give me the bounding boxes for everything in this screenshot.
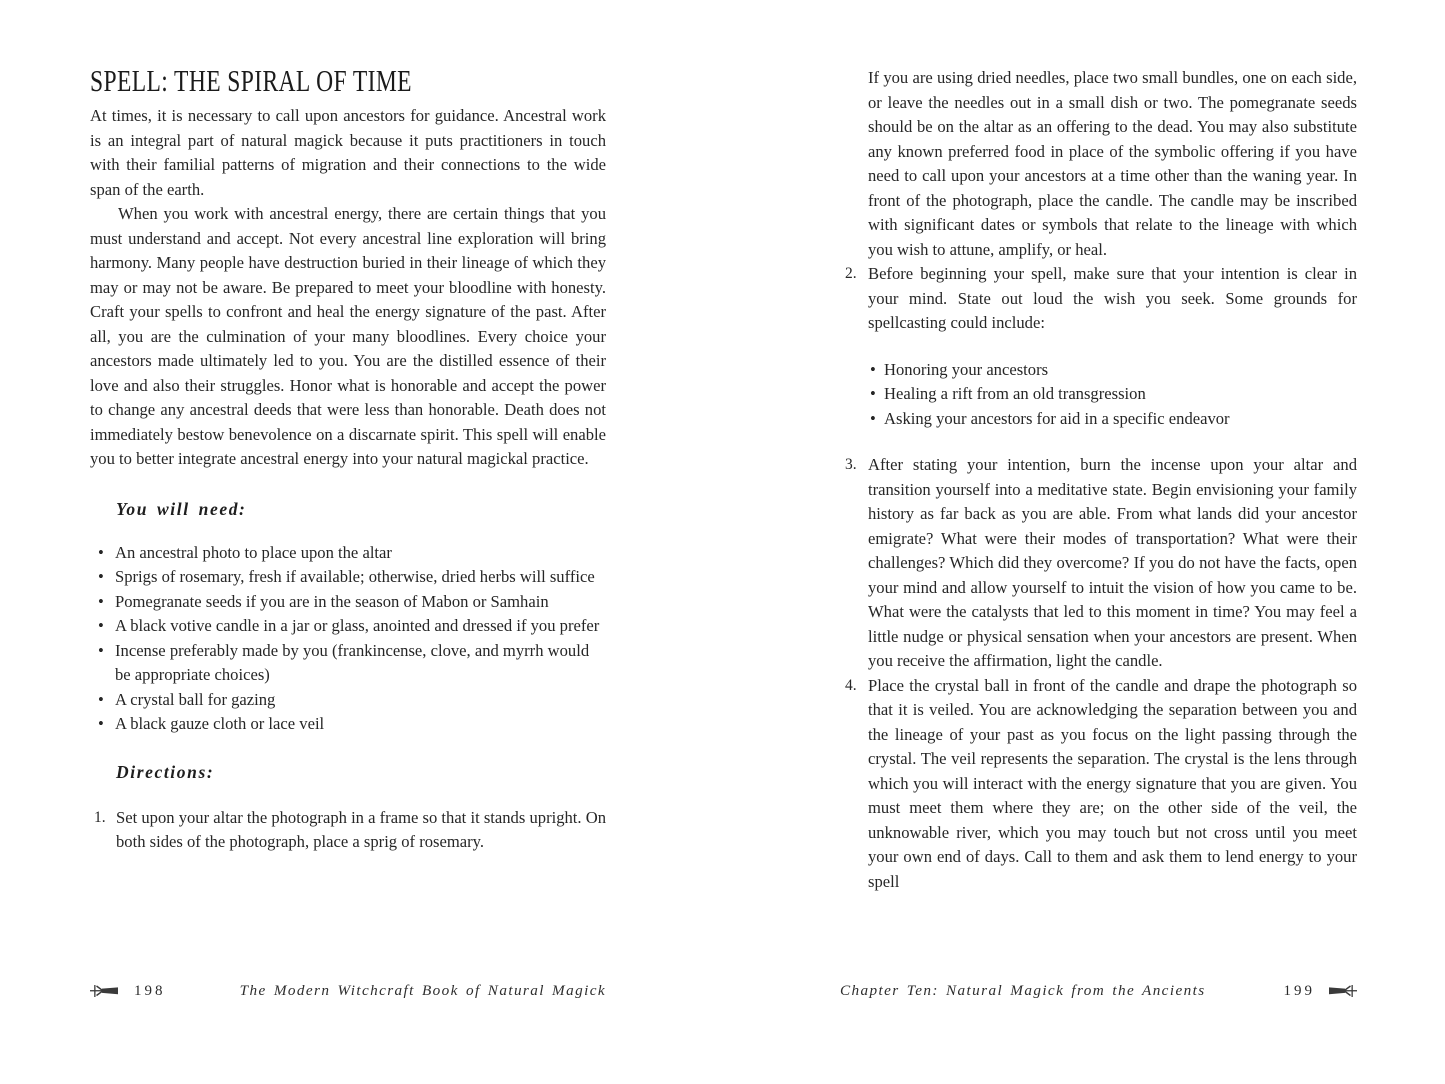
list-item (90, 712, 606, 737)
direction-step-4 (840, 674, 1357, 895)
bullet-glyph: • (98, 567, 104, 586)
bullet-glyph: • (98, 714, 104, 733)
step-number: 2. (845, 265, 857, 282)
supply-text: A black gauze cloth or lace veil (115, 714, 325, 733)
directions-heading: Directions: (116, 761, 215, 782)
bullet-glyph: • (98, 591, 104, 611)
supply-text: A crystal ball for gazing (115, 689, 276, 709)
step-text: Place the crystal ball in front of the candle and drape the photograph so that it is veiled. You are acknowledging the separation between you and the lineage of your past as you focus on the light passing through the crystal. The veil represents the separation. The crystal is the lens through which you will interact with the energy signature that you are given. You must meet them where they are; on the other side of the veil, the unknowable river, which you may touch but not cross until you meet your own end of days. Call to them and ask them to lend energy to your spell (868, 675, 1357, 891)
list-item (90, 614, 606, 639)
page-number: 198 (134, 982, 166, 999)
ground-text: Healing a rift from an old transgression (884, 384, 1146, 403)
supply-text: Sprigs of rosemary, fresh if available; otherwise, dried herbs will suffice (115, 567, 595, 586)
bullet-glyph: • (870, 384, 876, 403)
left-page (90, 64, 606, 855)
list-item (90, 639, 606, 688)
step-number: 1. (94, 808, 106, 826)
page-ornament-arrow-right-icon (90, 984, 118, 998)
supply-text: A black votive candle in a jar or glass, anointed and dressed if you prefer (115, 616, 600, 635)
bullet-glyph: • (98, 542, 104, 562)
chapter-running-title: Chapter Ten: Natural Magick from the Ancients (840, 982, 1206, 999)
step-text: After stating your intention, burn the incense upon your altar and transition yourself into a meditative state. Begin envisioning your family history as far back as you are able. From what lands did your ancestor emigrate? What were their modes of transportation? What were their challenges? Which did they overcome? If you do not have the facts, open your mind and allow yourself to intuit the vision of how you came to be. What were the catalysts that led to this moment in time? You may feel a little nudge or physical sensation when your ancestors are present. When you receive the affirmation, light the candle. (868, 455, 1357, 670)
step-text: Before beginning your spell, make sure that your intention is clear in your mind. State out loud the wish you seek. Some grounds for spellcasting could include: (868, 264, 1357, 332)
supplies-list (90, 541, 606, 737)
list-item (840, 407, 1357, 432)
list-item (840, 358, 1357, 383)
ground-text: Honoring your ancestors (884, 359, 1049, 379)
direction-step-3 (840, 453, 1357, 674)
list-item (840, 382, 1357, 407)
you-will-need-heading: You will need: (116, 498, 247, 519)
intro-paragraph-2: When you work with ancestral energy, there are certain things that you must understand and accept. Not every ancestral line exploration will bring harmony. Many people have destruction buried in their lineage of which they may or may not be aware. Be prepared to meet your bloodline with honesty. Craft your spells to confront and heal the energy signature of the past. After all, you are the culmination of your many bloodlines. Every choice your ancestors made ultimately led to you. You are the distilled essence of their love and also their struggles. Honor what is honorable and accept the power to change any ancestral deeds that were less than honorable. Death does not immediately bestow benevolence on a discarnate spirit. This spell will enable you to better integrate ancestral energy into your natural magickal practice. (90, 204, 606, 468)
supply-text: Pomegranate seeds if you are in the season of Mabon or Samhain (115, 591, 549, 611)
ground-text: Asking your ancestors for aid in a specific endeavor (884, 408, 1230, 428)
direction-step-1 (90, 806, 606, 855)
bullet-glyph: • (98, 616, 104, 635)
bullet-glyph: • (98, 689, 104, 709)
supply-text: An ancestral photo to place upon the altar (115, 542, 392, 562)
right-page (840, 66, 1357, 894)
page-number: 199 (1283, 982, 1315, 999)
list-item (90, 541, 606, 566)
list-item (90, 565, 606, 590)
bullet-glyph: • (98, 640, 104, 660)
list-item (90, 688, 606, 713)
step-number: 4. (845, 676, 857, 694)
step-number: 3. (845, 456, 857, 473)
intro-paragraph: At times, it is necessary to call upon ancestors for guidance. Ancestral work is an integral part of natural magick because it puts practitioners in touch with their familial patterns of migration and their connections to the wide span of the earth. (90, 106, 606, 199)
step-1-continuation: If you are using dried needles, place two small bundles, one on each side, or leave the needles out in a small dish or two. The pomegranate seeds should be on the altar as an offering to the dead. You may also substitute any known preferred food in place of the symbolic offering if you have need to call upon your ancestors at a time other than the waning year. In front of the photograph, place the candle. The candle may be inscribed with significant dates or symbols that relate to the lineage with which you wish to attune, amplify, or heal. (868, 68, 1357, 259)
direction-step-2 (840, 262, 1357, 336)
book-running-title: The Modern Witchcraft Book of Natural Magick (239, 982, 606, 999)
bullet-glyph: • (870, 359, 876, 379)
left-page-footer (90, 981, 606, 1001)
spell-title: SPELL: THE SPIRAL OF TIME (90, 63, 412, 98)
right-page-footer (840, 981, 1357, 1001)
bullet-glyph: • (870, 408, 876, 428)
page-ornament-arrow-left-icon (1329, 984, 1357, 998)
supply-text: Incense preferably made by you (frankincense, clove, and myrrh would be appropriate choices) (115, 640, 590, 684)
step-text: Set upon your altar the photograph in a frame so that it stands upright. On both sides of the photograph, place a sprig of rosemary. (116, 807, 606, 851)
list-item (90, 590, 606, 615)
spellcasting-grounds-list (840, 358, 1357, 432)
